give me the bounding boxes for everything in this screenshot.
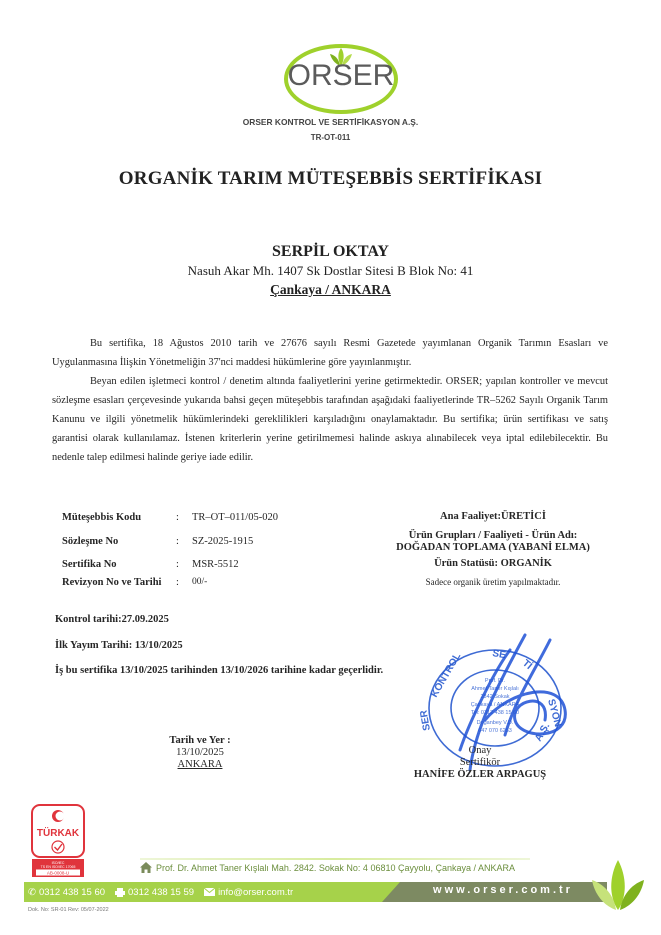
signer-block bbox=[380, 745, 580, 781]
detail-label: Revizyon No ve Tarihi bbox=[62, 577, 162, 588]
svg-text:SER: SER bbox=[418, 709, 433, 732]
first-issue-date: İlk Yayım Tarihi: 13/10/2025 bbox=[55, 640, 183, 651]
detail-row-entrepreneur-code bbox=[62, 512, 278, 523]
paragraph-text: Beyan edilen işletmeci kontrol / denetim altında faaliyetlerini yerine getirmektedir. ORSER; yapılan kontroller ve mevcut sözleşme esasları çerçevesinde yukarıda bahsi geçen müteşebbis tarafından aşağıdaki faaliyetlerinde TR–5262 Sayılı Organik Tarım Kanunu ve ilgili yönetmelik hükümlerindeki gereklilikleri karşıladığını onaylamaktadır. Bu sertifika; ürün sertifikası ve satış garantisi olarak kullanılamaz. İstenen kriterlerin yerine getirilmemesi halinde askıya alınabilecek veya iptal edilebilecektir. Bu nedenle talep edilmesi halinde geriye iade edilir. bbox=[52, 376, 608, 463]
detail-colon: : bbox=[176, 512, 179, 523]
footer-divider bbox=[140, 858, 530, 860]
svg-text:2842 Sokak: 2842 Sokak bbox=[480, 694, 510, 700]
detail-row-contract-no bbox=[62, 536, 253, 547]
footer-address bbox=[140, 862, 515, 873]
signer-name: HANİFE ÖZLER ARPAGUŞ bbox=[413, 769, 547, 780]
footer-address-text: Prof. Dr. Ahmet Taner Kışlalı Mah. 2842. Sokak No: 4 06810 Çayyolu, Çankaya / ANKARA bbox=[156, 862, 516, 873]
date-place-block bbox=[130, 735, 270, 771]
mail-icon bbox=[204, 888, 215, 896]
validity-statement: İş bu sertifika 13/10/2025 tarihinden 13/10/2026 tarihine kadar geçerlidir. bbox=[55, 665, 384, 676]
main-activity: Ana Faaliyet:ÜRETİCİ bbox=[440, 511, 546, 522]
website-link[interactable]: www.orser.com.tr bbox=[433, 884, 573, 896]
svg-text:TÜRKAK: TÜRKAK bbox=[36, 828, 80, 839]
leaves-icon bbox=[588, 860, 648, 910]
svg-text:KONTROL: KONTROL bbox=[429, 651, 464, 700]
detail-colon: : bbox=[176, 559, 179, 570]
detail-colon: : bbox=[176, 536, 179, 547]
detail-label: Sözleşme No bbox=[62, 536, 119, 547]
fax-icon bbox=[115, 888, 125, 897]
product-status: Ürün Statüsü: ORGANİK bbox=[434, 558, 552, 569]
detail-row-revision bbox=[62, 577, 207, 588]
holder-address: Nasuh Akar Mh. 1407 Sk Dostlar Sitesi B Blok No: 41 bbox=[187, 263, 474, 278]
paragraph-text: Bu sertifika, 18 Ağustos 2010 tarih ve 27676 sayılı Resmi Gazetede yayımlanan Organik Tarımın Esasları ve Uygulanmasına İlişkin Yönetmeliğin 37'nci maddesi hükümlerine göre yayınlanmıştır. bbox=[52, 338, 608, 368]
control-date: Kontrol tarihi:27.09.2025 bbox=[55, 614, 169, 625]
svg-text:Ahmet Taner Kışlalı: Ahmet Taner Kışlalı bbox=[471, 686, 519, 692]
detail-row-certificate-no bbox=[62, 559, 239, 570]
detail-colon: : bbox=[176, 577, 179, 588]
turkak-accreditation-icon bbox=[30, 803, 110, 879]
svg-text:ISO/IEC: ISO/IEC bbox=[51, 861, 65, 865]
svg-text:A.Ş.: A.Ş. bbox=[533, 721, 553, 744]
date-place-label: Tarih ve Yer : bbox=[169, 735, 231, 746]
signer-role: Sertifikör bbox=[459, 757, 501, 768]
issue-place: ANKARA bbox=[177, 759, 223, 770]
svg-text:SE: SE bbox=[491, 648, 507, 662]
phone-icon: ✆ bbox=[28, 886, 36, 898]
phone-number: 0312 438 15 60 bbox=[38, 886, 106, 898]
fax-number: 0312 438 15 59 bbox=[128, 886, 195, 898]
svg-text:Doğanbey V.D.: Doğanbey V.D. bbox=[476, 720, 514, 726]
svg-text:SYON: SYON bbox=[545, 697, 564, 729]
footer-contacts bbox=[28, 884, 293, 900]
home-icon bbox=[140, 862, 152, 873]
phone-contact[interactable] bbox=[28, 887, 105, 898]
document-number: Dok. No: SR-01 Rev: 05/07-2022 bbox=[28, 907, 109, 913]
detail-label: Müteşebbis Kodu bbox=[62, 512, 142, 523]
svg-text:Çankaya / ANKARA: Çankaya / ANKARA bbox=[470, 702, 520, 708]
detail-value: MSR-5512 bbox=[192, 559, 239, 570]
product-groups-value: DOĞADAN TOPLAMA (YABANİ ELMA) bbox=[396, 542, 590, 553]
product-note: Sadece organik üretim yapılmaktadır. bbox=[425, 577, 561, 587]
certificate-title: ORGANİK TARIM MÜTEŞEBBİS SERTİFİKASI bbox=[118, 168, 543, 189]
holder-name: SERPİL OKTAY bbox=[272, 243, 389, 260]
declaration-paragraph bbox=[52, 372, 608, 467]
detail-value: 00/- bbox=[192, 577, 208, 587]
company-name: ORSER KONTROL VE SERTİFİKASYON A.Ş. bbox=[242, 117, 419, 127]
approval-label: Onay bbox=[468, 745, 492, 756]
svg-text:Tİ: Tİ bbox=[520, 657, 534, 673]
company-code: TR-OT-011 bbox=[310, 133, 351, 142]
svg-text:AB-0008-U: AB-0008-U bbox=[46, 870, 70, 876]
svg-text:647 070 6253: 647 070 6253 bbox=[478, 728, 512, 734]
issue-date: 13/10/2025 bbox=[176, 747, 224, 758]
detail-value: TR–OT–011/05-020 bbox=[192, 512, 278, 523]
detail-label: Sertifika No bbox=[62, 559, 117, 570]
svg-text:Prof. Dr.: Prof. Dr. bbox=[484, 678, 506, 684]
fax-contact[interactable] bbox=[115, 887, 194, 898]
svg-text:TS EN ISO/IEC 17065: TS EN ISO/IEC 17065 bbox=[40, 865, 76, 869]
svg-text:Tel: 0312 438 15 60: Tel: 0312 438 15 60 bbox=[470, 710, 520, 716]
legal-basis-paragraph bbox=[52, 334, 608, 372]
email-address: info@orser.com.tr bbox=[218, 886, 294, 898]
orser-logo-text: ORSER bbox=[287, 59, 395, 92]
product-groups-label: Ürün Grupları / Faaliyeti - Ürün Adı: bbox=[408, 530, 578, 541]
detail-value: SZ-2025-1915 bbox=[192, 536, 254, 547]
holder-city: Çankaya / ANKARA bbox=[270, 282, 391, 297]
email-contact[interactable] bbox=[204, 887, 293, 898]
